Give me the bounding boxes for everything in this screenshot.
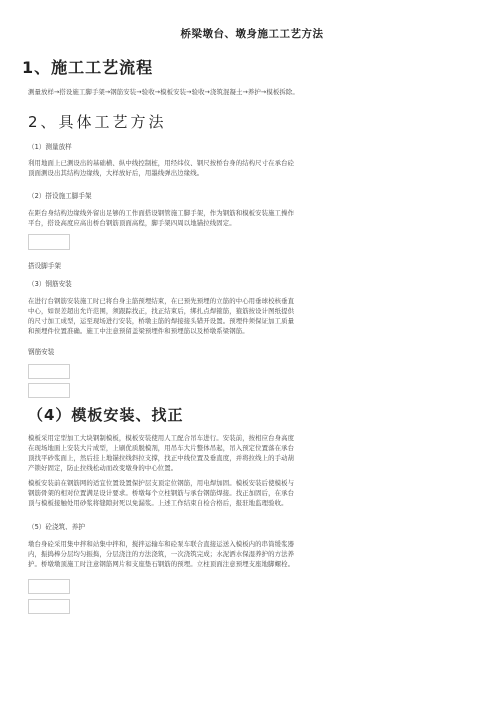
step4-text-1: 模板采用定型加工大块钢制模板，模板安装使用人工配合吊车进行。安装前，按相应台身高度 在现场地面上安装大片成型，上刷优质脱模剂，用吊车大片整体吊起，吊入预定位置落在承台 顶找平砂浆面上，然后挂上地锚拉线斜拉支撑，找正中线位置及垂直度，并将拉线上的手动葫 产锁好固定，防止拉线松动而改变墩身的中心位置。 <box>28 434 295 472</box>
step3-text: 在进行台钢筋安装施工时已将台身主筋预埋结束，在已预先预埋的立筋的中心用垂球校核垂直 中心，如误差超出允许范围，须跟踪找正，找正结束后，绑扎点焊箍筋，箍筋按设计图纸提供 的尺寸加工成型，运至现场进行安装，桥墩主筋的焊接接头错开设置。预埋件须保证加工质量 和预埋件位置准确。施工中注意预留盖梁预埋件和预埋筋以及桥墩系梁钢筋。 <box>28 297 295 335</box>
casting-image-placeholder-2 <box>28 599 70 614</box>
rebar-image-placeholder-2 <box>28 383 70 398</box>
step3-caption: 钢筋安装 <box>28 348 55 356</box>
step3-title: （3）钢筋安装 <box>28 280 72 288</box>
section2-heading: 2、具体工艺方法 <box>28 113 167 131</box>
scaffold-image-placeholder <box>28 234 70 250</box>
rebar-image-placeholder <box>28 364 70 379</box>
step4-text-2: 模板安装前在钢筋网的适宜位置设置保护层支顶定位钢筋，用电焊加固。模板安装后使模板与 钢筋骨架的相对位置满足设计要求。桥墩每个立柱钢筋与承台钢筋焊接。找正加固后，在承台 顶与模板接触处用砂浆将缝隙封死以免漏浆。上述工作结束自检合格后，报驻地监理验收。 <box>28 479 295 507</box>
step1-text: 利用地面上已测设出的基础横、纵中线控制桩，用经纬仪、钢尺按桥台身的结构尺寸在承台砼 顶面测设出其结构边缘线，大样放好后，用墨线弹出边缘线。 <box>28 159 295 177</box>
step4-heading: （4）模板安装、找正 <box>28 406 184 424</box>
document-title: 桥梁墩台、墩身施工工艺方法 <box>180 28 324 40</box>
casting-image-placeholder <box>28 579 70 594</box>
step1-title: （1）测量放样 <box>28 143 72 151</box>
section1-heading: 1、施工工艺流程 <box>22 58 154 77</box>
step5-title: （5）砼浇筑、养护 <box>28 523 85 531</box>
step2-title: （2）搭设施工脚手架 <box>28 192 92 200</box>
step2-caption: 搭设脚手架 <box>28 262 61 270</box>
step2-text: 在距台身结构边缘线外留出足够的工作面搭设钢管施工脚手架，作为钢筋和模板安装施工操作 平台，搭设高度应高出桥台钢筋顶面高程，脚手架四周以地锚拉线固定。 <box>28 209 295 227</box>
section1-flow-text: 测量放样→搭设施工脚手架→钢筋安装→验收→模板安装→验收→浇筑混凝土→养护→模板拆除。 <box>28 88 299 96</box>
step5-text: 墩台身砼采用集中拌和站集中拌和，搅拌运输车和砼泵车联合直接运送入模板内的串筒缓浆器 内，振捣棒分层均匀振捣，分层浇注的方法浇筑，一次浇筑完成；水泥洒水保湿养护的方法养 护。桥墩墩顶施工时注意钢筋网片和支座垫石钢筋的预埋。立柱顶面注意预埋支座地脚螺栓。 <box>28 540 295 568</box>
